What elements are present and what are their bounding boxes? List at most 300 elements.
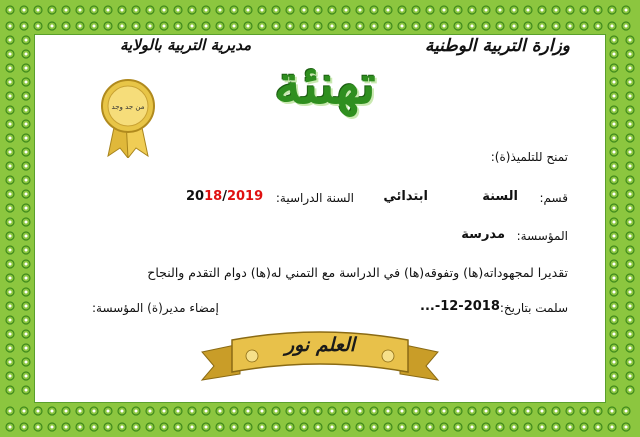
border-ornament-center	[527, 9, 530, 12]
border-ornament-center	[135, 25, 138, 28]
border-ornament-center	[191, 25, 194, 28]
border-ornament-center	[233, 9, 236, 12]
border-ornament-center	[583, 9, 586, 12]
border-ornament-center	[629, 137, 632, 140]
border-ornament-center	[443, 410, 446, 413]
directorate-name: مديرية التربية بالولاية	[120, 36, 252, 54]
border-ornament-center	[233, 410, 236, 413]
border-ornament-center	[611, 25, 614, 28]
border-ornament-center	[79, 25, 82, 28]
border-ornament-center	[629, 235, 632, 238]
border-ornament-center	[121, 410, 124, 413]
border-ornament-center	[163, 410, 166, 413]
border-ornament-center	[555, 25, 558, 28]
border-ornament-center	[359, 25, 362, 28]
border-ornament-center	[107, 25, 110, 28]
border-ornament-center	[149, 25, 152, 28]
border-ornament-center	[121, 426, 124, 429]
border-ornament-center	[9, 361, 12, 364]
border-ornament-center	[583, 25, 586, 28]
border-ornament-center	[9, 165, 12, 168]
border-ornament-center	[629, 81, 632, 84]
border-ornament-center	[611, 426, 614, 429]
border-ornament-center	[9, 305, 12, 308]
border-ornament-center	[9, 95, 12, 98]
border-ornament-center	[317, 9, 320, 12]
border-ornament-center	[25, 193, 28, 196]
border-ornament-center	[289, 9, 292, 12]
border-ornament-center	[613, 389, 616, 392]
awarded-label: تمنح للتلميذ(ة):	[490, 150, 568, 164]
border-ornament-center	[373, 9, 376, 12]
border-ornament-center	[9, 193, 12, 196]
border-ornament-center	[205, 426, 208, 429]
border-ornament-center	[9, 389, 12, 392]
border-ornament-center	[25, 375, 28, 378]
border-ornament-center	[107, 9, 110, 12]
border-ornament-center	[629, 249, 632, 252]
border-ornament-center	[541, 25, 544, 28]
border-ornament-center	[387, 9, 390, 12]
border-ornament-center	[303, 9, 306, 12]
border-ornament-center	[613, 193, 616, 196]
border-ornament-center	[625, 9, 628, 12]
border-ornament-center	[613, 305, 616, 308]
border-ornament-center	[25, 179, 28, 182]
border-ornament-center	[233, 25, 236, 28]
border-ornament-center	[597, 25, 600, 28]
year-end: 19	[245, 189, 264, 204]
border-ornament-center	[9, 221, 12, 224]
border-ornament-center	[25, 95, 28, 98]
border-ornament-center	[303, 25, 306, 28]
border-ornament-center	[569, 25, 572, 28]
ministry-name: وزارة التربية الوطنية	[424, 36, 570, 56]
border-ornament-center	[387, 410, 390, 413]
border-ornament-center	[569, 9, 572, 12]
border-ornament-center	[149, 426, 152, 429]
border-ornament-center	[401, 25, 404, 28]
border-ornament-center	[613, 179, 616, 182]
border-ornament-center	[629, 319, 632, 322]
border-ornament-center	[613, 39, 616, 42]
signature-label: إمضاء مدير(ة) المؤسسة:	[92, 301, 219, 315]
border-ornament-center	[205, 9, 208, 12]
border-ornament-center	[513, 9, 516, 12]
border-ornament-center	[611, 410, 614, 413]
border-ornament-center	[629, 333, 632, 336]
border-ornament-center	[629, 123, 632, 126]
grade-value: السنة	[482, 189, 518, 204]
border-ornament-center	[457, 426, 460, 429]
border-ornament-center	[25, 221, 28, 224]
border-ornament-center	[289, 25, 292, 28]
border-ornament-center	[163, 25, 166, 28]
border-ornament-center	[25, 53, 28, 56]
border-ornament-center	[629, 67, 632, 70]
border-ornament-center	[613, 221, 616, 224]
border-ornament-center	[613, 333, 616, 336]
border-ornament-center	[25, 151, 28, 154]
border-ornament-center	[191, 426, 194, 429]
school-year-value	[186, 189, 263, 204]
border-ornament-center	[629, 193, 632, 196]
congratulation-message: تقديرا لمجهوداته(ها) وتفوقه(ها) في الدراسة مع التمني له(ها) دوام التقدم والنجاح	[147, 265, 568, 280]
border-ornament-center	[629, 207, 632, 210]
border-ornament-center	[65, 9, 68, 12]
border-ornament-center	[275, 410, 278, 413]
border-ornament-center	[289, 426, 292, 429]
border-ornament-center	[541, 410, 544, 413]
border-ornament-center	[629, 263, 632, 266]
border-ornament-center	[613, 151, 616, 154]
border-ornament-center	[247, 426, 250, 429]
border-ornament-center	[121, 9, 124, 12]
border-ornament-center	[9, 347, 12, 350]
border-ornament-center	[9, 25, 12, 28]
border-ornament-center	[555, 410, 558, 413]
border-ornament-center	[303, 426, 306, 429]
border-ornament-center	[499, 410, 502, 413]
border-ornament-center	[499, 9, 502, 12]
year-end-red: 20	[226, 189, 246, 204]
border-ornament-center	[205, 25, 208, 28]
border-ornament-center	[499, 426, 502, 429]
border-ornament-center	[25, 123, 28, 126]
border-ornament-center	[37, 426, 40, 429]
border-ornament-center	[93, 410, 96, 413]
border-ornament-center	[37, 410, 40, 413]
border-ornament-center	[629, 53, 632, 56]
border-ornament-center	[613, 123, 616, 126]
border-ornament-center	[25, 207, 28, 210]
border-ornament-center	[401, 410, 404, 413]
border-ornament-center	[527, 426, 530, 429]
border-ornament-center	[163, 9, 166, 12]
border-ornament-center	[613, 277, 616, 280]
badge-text: من جد وجد	[111, 103, 145, 111]
border-ornament-center	[25, 67, 28, 70]
border-ornament-center	[429, 426, 432, 429]
border-ornament-center	[25, 235, 28, 238]
border-ornament-center	[9, 179, 12, 182]
border-ornament-center	[177, 426, 180, 429]
border-ornament-center	[471, 410, 474, 413]
border-ornament-center	[107, 410, 110, 413]
border-ornament-center	[345, 25, 348, 28]
border-ornament-center	[261, 9, 264, 12]
border-ornament-center	[629, 39, 632, 42]
border-ornament-center	[51, 9, 54, 12]
border-ornament-center	[359, 410, 362, 413]
border-ornament-center	[429, 410, 432, 413]
border-ornament-center	[65, 410, 68, 413]
border-ornament-center	[25, 81, 28, 84]
institution-label: المؤسسة:	[516, 229, 568, 243]
border-ornament-center	[289, 410, 292, 413]
border-ornament-center	[555, 426, 558, 429]
border-ornament-center	[629, 95, 632, 98]
border-ornament-center	[93, 25, 96, 28]
border-ornament-center	[629, 165, 632, 168]
border-ornament-center	[275, 25, 278, 28]
ribbon-text: العلم نور	[284, 334, 356, 356]
border-ornament-center	[613, 67, 616, 70]
border-ornament-center	[25, 109, 28, 112]
border-ornament-center	[613, 109, 616, 112]
border-ornament-center	[373, 426, 376, 429]
border-ornament-center	[23, 410, 26, 413]
border-ornament-center	[471, 25, 474, 28]
border-ornament-center	[401, 9, 404, 12]
border-ornament-center	[261, 410, 264, 413]
border-ornament-center	[359, 426, 362, 429]
border-ornament-center	[583, 410, 586, 413]
border-ornament-center	[25, 333, 28, 336]
border-ornament-center	[625, 410, 628, 413]
border-ornament-center	[9, 426, 12, 429]
border-ornament-center	[9, 137, 12, 140]
level-value: ابتدائي	[383, 189, 428, 204]
border-ornament-center	[387, 25, 390, 28]
border-ornament-center	[443, 426, 446, 429]
border-ornament-center	[629, 277, 632, 280]
department-label: قسم:	[539, 191, 568, 205]
border-ornament-center	[485, 25, 488, 28]
border-ornament-center	[9, 375, 12, 378]
border-ornament-center	[9, 207, 12, 210]
border-ornament-center	[629, 221, 632, 224]
border-ornament-center	[23, 25, 26, 28]
school-year-label: السنة الدراسية:	[275, 191, 354, 205]
border-ornament-center	[9, 263, 12, 266]
border-ornament-center	[247, 410, 250, 413]
border-ornament-center	[23, 426, 26, 429]
border-ornament-center	[613, 319, 616, 322]
border-ornament-center	[625, 25, 628, 28]
border-ornament-center	[629, 361, 632, 364]
border-ornament-center	[25, 305, 28, 308]
border-ornament-center	[177, 9, 180, 12]
border-ornament-center	[429, 25, 432, 28]
border-ornament-center	[51, 410, 54, 413]
border-ornament-center	[303, 410, 306, 413]
border-ornament-center	[149, 9, 152, 12]
border-ornament-center	[629, 375, 632, 378]
border-ornament-center	[191, 410, 194, 413]
border-ornament-center	[541, 426, 544, 429]
border-ornament-center	[541, 9, 544, 12]
border-ornament-center	[629, 389, 632, 392]
border-ornament-center	[25, 277, 28, 280]
border-ornament-center	[9, 9, 12, 12]
border-ornament-center	[415, 9, 418, 12]
border-ornament-center	[93, 426, 96, 429]
border-ornament-center	[37, 25, 40, 28]
border-ornament-center	[613, 81, 616, 84]
border-ornament-center	[317, 426, 320, 429]
border-ornament-center	[9, 53, 12, 56]
border-ornament-center	[597, 410, 600, 413]
delivered-date: ...-12-2018	[420, 299, 500, 314]
border-ornament-center	[613, 347, 616, 350]
border-ornament-center	[9, 81, 12, 84]
border-ornament-center	[613, 375, 616, 378]
border-ornament-center	[331, 25, 334, 28]
border-ornament-center	[9, 39, 12, 42]
border-ornament-center	[513, 410, 516, 413]
border-ornament-center	[25, 389, 28, 392]
border-ornament-center	[613, 263, 616, 266]
border-ornament-center	[9, 333, 12, 336]
border-ornament-center	[629, 291, 632, 294]
border-ornament-center	[471, 426, 474, 429]
border-ornament-center	[233, 426, 236, 429]
border-ornament-center	[261, 426, 264, 429]
border-ornament-center	[611, 9, 614, 12]
border-ornament-center	[527, 25, 530, 28]
border-ornament-center	[79, 426, 82, 429]
border-ornament-center	[149, 410, 152, 413]
border-ornament-center	[613, 249, 616, 252]
border-ornament-center	[79, 410, 82, 413]
award-medal-icon	[100, 78, 156, 158]
border-ornament-center	[625, 426, 628, 429]
certificate-title: تهنئة	[274, 52, 376, 116]
delivered-label: سلمت بتاريخ:	[499, 301, 568, 315]
border-ornament-center	[93, 9, 96, 12]
border-ornament-center	[373, 25, 376, 28]
border-ornament-center	[9, 235, 12, 238]
border-ornament-center	[359, 9, 362, 12]
border-ornament-center	[569, 426, 572, 429]
border-ornament-center	[613, 95, 616, 98]
year-start: 20	[186, 189, 205, 204]
border-ornament-center	[25, 361, 28, 364]
border-ornament-center	[219, 410, 222, 413]
border-ornament-center	[9, 291, 12, 294]
border-ornament-center	[345, 9, 348, 12]
year-start-red: 18	[204, 189, 223, 204]
border-ornament-center	[527, 410, 530, 413]
border-ornament-center	[25, 263, 28, 266]
border-ornament-center	[25, 137, 28, 140]
border-ornament-center	[485, 426, 488, 429]
border-ornament-center	[613, 165, 616, 168]
border-ornament-center	[9, 410, 12, 413]
border-ornament-center	[331, 410, 334, 413]
border-ornament-center	[9, 319, 12, 322]
border-ornament-center	[275, 426, 278, 429]
border-ornament-center	[457, 25, 460, 28]
border-ornament-center	[317, 410, 320, 413]
border-ornament-center	[37, 9, 40, 12]
border-ornament-center	[177, 25, 180, 28]
border-ornament-center	[629, 305, 632, 308]
border-ornament-center	[205, 410, 208, 413]
border-ornament-center	[629, 347, 632, 350]
border-ornament-center	[65, 426, 68, 429]
year-separator: /	[222, 189, 227, 204]
border-ornament-center	[163, 426, 166, 429]
border-ornament-center	[613, 235, 616, 238]
border-ornament-center	[79, 9, 82, 12]
border-ornament-center	[613, 207, 616, 210]
border-ornament-center	[401, 426, 404, 429]
border-ornament-center	[457, 9, 460, 12]
border-ornament-center	[629, 109, 632, 112]
border-ornament-center	[219, 426, 222, 429]
border-ornament-center	[275, 9, 278, 12]
border-ornament-center	[345, 410, 348, 413]
border-ornament-center	[415, 25, 418, 28]
border-ornament-center	[613, 361, 616, 364]
border-ornament-center	[25, 165, 28, 168]
border-ornament-center	[25, 347, 28, 350]
border-ornament-center	[135, 426, 138, 429]
border-ornament-center	[261, 25, 264, 28]
border-ornament-center	[51, 25, 54, 28]
border-ornament-center	[107, 426, 110, 429]
border-ornament-center	[25, 39, 28, 42]
border-ornament-center	[597, 426, 600, 429]
border-ornament-center	[9, 249, 12, 252]
border-ornament-center	[613, 53, 616, 56]
border-ornament-center	[317, 25, 320, 28]
border-ornament-center	[387, 426, 390, 429]
border-ornament-center	[613, 291, 616, 294]
border-ornament-center	[121, 25, 124, 28]
border-ornament-center	[443, 25, 446, 28]
border-ornament-center	[25, 291, 28, 294]
border-ornament-center	[443, 9, 446, 12]
border-ornament-center	[583, 426, 586, 429]
border-ornament-center	[457, 410, 460, 413]
border-ornament-center	[9, 67, 12, 70]
border-ornament-center	[613, 137, 616, 140]
border-ornament-center	[569, 410, 572, 413]
border-ornament-center	[629, 179, 632, 182]
border-ornament-center	[219, 25, 222, 28]
border-ornament-center	[629, 151, 632, 154]
border-ornament-center	[499, 25, 502, 28]
border-ornament-center	[51, 426, 54, 429]
border-ornament-center	[191, 9, 194, 12]
border-ornament-center	[485, 410, 488, 413]
border-ornament-center	[513, 25, 516, 28]
border-ornament-center	[23, 9, 26, 12]
border-ornament-center	[177, 410, 180, 413]
border-ornament-center	[247, 9, 250, 12]
border-ornament-center	[135, 9, 138, 12]
border-ornament-center	[331, 9, 334, 12]
border-ornament-center	[513, 426, 516, 429]
border-ornament-center	[25, 249, 28, 252]
border-ornament-center	[415, 410, 418, 413]
border-ornament-center	[9, 151, 12, 154]
border-ornament-center	[9, 123, 12, 126]
border-ornament-center	[345, 426, 348, 429]
border-ornament-center	[331, 426, 334, 429]
border-ornament-center	[247, 25, 250, 28]
border-ornament-center	[429, 9, 432, 12]
border-ornament-center	[373, 410, 376, 413]
institution-value: مدرسة	[461, 227, 505, 242]
border-ornament-center	[9, 109, 12, 112]
border-ornament-center	[415, 426, 418, 429]
border-ornament-center	[65, 25, 68, 28]
border-ornament-center	[25, 319, 28, 322]
